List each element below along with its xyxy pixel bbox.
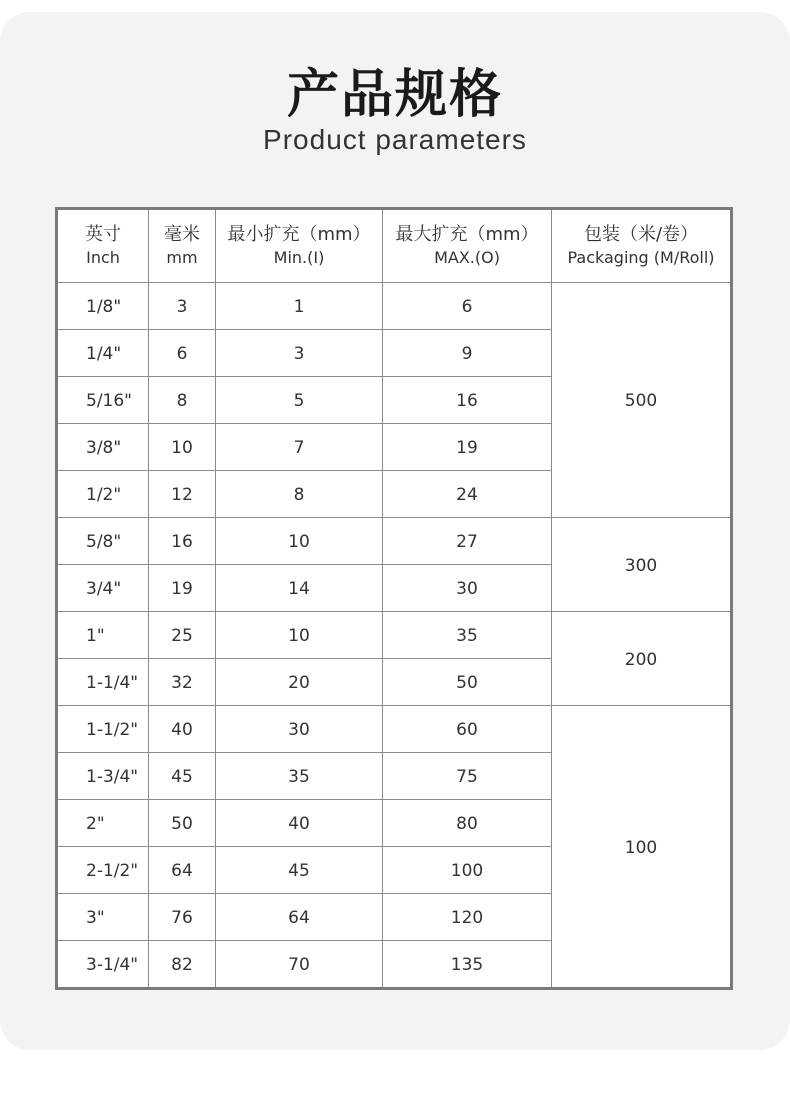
cell-min-expansion: 70 (216, 941, 383, 989)
cell-inch: 1/8" (57, 283, 149, 330)
cell-mm: 50 (149, 800, 216, 847)
page-subtitle: Product parameters (263, 124, 527, 155)
cell-min-expansion: 3 (216, 330, 383, 377)
table-header-row (57, 209, 732, 283)
col-header-inch (57, 209, 149, 283)
table-row (57, 706, 732, 753)
cell-mm: 76 (149, 894, 216, 941)
col-header-inch-en: Inch (86, 248, 120, 267)
cell-inch: 1-1/2" (57, 706, 149, 753)
cell-mm: 82 (149, 941, 216, 989)
col-header-inch-zh: 英寸 (85, 224, 121, 245)
cell-packaging: 300 (552, 518, 732, 612)
cell-mm: 12 (149, 471, 216, 518)
cell-mm: 8 (149, 377, 216, 424)
cell-inch: 1" (57, 612, 149, 659)
col-header-min-zh: 最小扩充（mm） (227, 224, 371, 245)
cell-max-expansion: 60 (383, 706, 552, 753)
cell-min-expansion: 35 (216, 753, 383, 800)
spec-table (55, 207, 733, 990)
cell-max-expansion: 100 (383, 847, 552, 894)
col-header-min (216, 209, 383, 283)
table-row (57, 283, 732, 330)
cell-min-expansion: 20 (216, 659, 383, 706)
cell-max-expansion: 135 (383, 941, 552, 989)
col-header-mm (149, 209, 216, 283)
cell-inch: 3/4" (57, 565, 149, 612)
col-header-mm-zh: 毫米 (164, 224, 200, 245)
cell-inch: 1-1/4" (57, 659, 149, 706)
cell-max-expansion: 19 (383, 424, 552, 471)
cell-mm: 6 (149, 330, 216, 377)
table-row (57, 518, 732, 565)
cell-mm: 10 (149, 424, 216, 471)
page-title: 产品规格 (286, 65, 503, 125)
cell-mm: 64 (149, 847, 216, 894)
cell-max-expansion: 120 (383, 894, 552, 941)
cell-inch: 5/16" (57, 377, 149, 424)
cell-max-expansion: 35 (383, 612, 552, 659)
cell-max-expansion: 80 (383, 800, 552, 847)
cell-max-expansion: 50 (383, 659, 552, 706)
cell-inch: 2" (57, 800, 149, 847)
cell-inch: 1/4" (57, 330, 149, 377)
cell-min-expansion: 10 (216, 612, 383, 659)
cell-inch: 5/8" (57, 518, 149, 565)
col-header-max (383, 209, 552, 283)
cell-min-expansion: 7 (216, 424, 383, 471)
cell-mm: 40 (149, 706, 216, 753)
cell-inch: 1-3/4" (57, 753, 149, 800)
cell-inch: 3-1/4" (57, 941, 149, 989)
cell-min-expansion: 5 (216, 377, 383, 424)
cell-mm: 16 (149, 518, 216, 565)
cell-max-expansion: 27 (383, 518, 552, 565)
cell-packaging: 500 (552, 283, 732, 518)
cell-inch: 3/8" (57, 424, 149, 471)
col-header-mm-en: mm (166, 248, 198, 267)
cell-mm: 45 (149, 753, 216, 800)
table-row (57, 612, 732, 659)
cell-inch: 2-1/2" (57, 847, 149, 894)
col-header-min-en: Min.(I) (273, 248, 325, 267)
cell-mm: 19 (149, 565, 216, 612)
cell-inch: 3" (57, 894, 149, 941)
cell-min-expansion: 14 (216, 565, 383, 612)
cell-min-expansion: 40 (216, 800, 383, 847)
col-header-packaging-en: Packaging (M/Roll) (567, 248, 715, 267)
col-header-max-zh: 最大扩充（mm） (395, 224, 539, 245)
cell-min-expansion: 1 (216, 283, 383, 330)
cell-max-expansion: 30 (383, 565, 552, 612)
cell-mm: 3 (149, 283, 216, 330)
col-header-max-en: MAX.(O) (434, 248, 500, 267)
cell-min-expansion: 45 (216, 847, 383, 894)
cell-max-expansion: 24 (383, 471, 552, 518)
cell-min-expansion: 8 (216, 471, 383, 518)
cell-packaging: 200 (552, 612, 732, 706)
spec-table-body (57, 283, 732, 989)
cell-min-expansion: 10 (216, 518, 383, 565)
cell-inch: 1/2" (57, 471, 149, 518)
cell-max-expansion: 75 (383, 753, 552, 800)
cell-max-expansion: 6 (383, 283, 552, 330)
cell-packaging: 100 (552, 706, 732, 989)
col-header-packaging-zh: 包装（米/卷） (583, 224, 699, 245)
cell-mm: 25 (149, 612, 216, 659)
cell-max-expansion: 16 (383, 377, 552, 424)
cell-min-expansion: 64 (216, 894, 383, 941)
col-header-packaging (552, 209, 732, 283)
cell-max-expansion: 9 (383, 330, 552, 377)
cell-min-expansion: 30 (216, 706, 383, 753)
cell-mm: 32 (149, 659, 216, 706)
